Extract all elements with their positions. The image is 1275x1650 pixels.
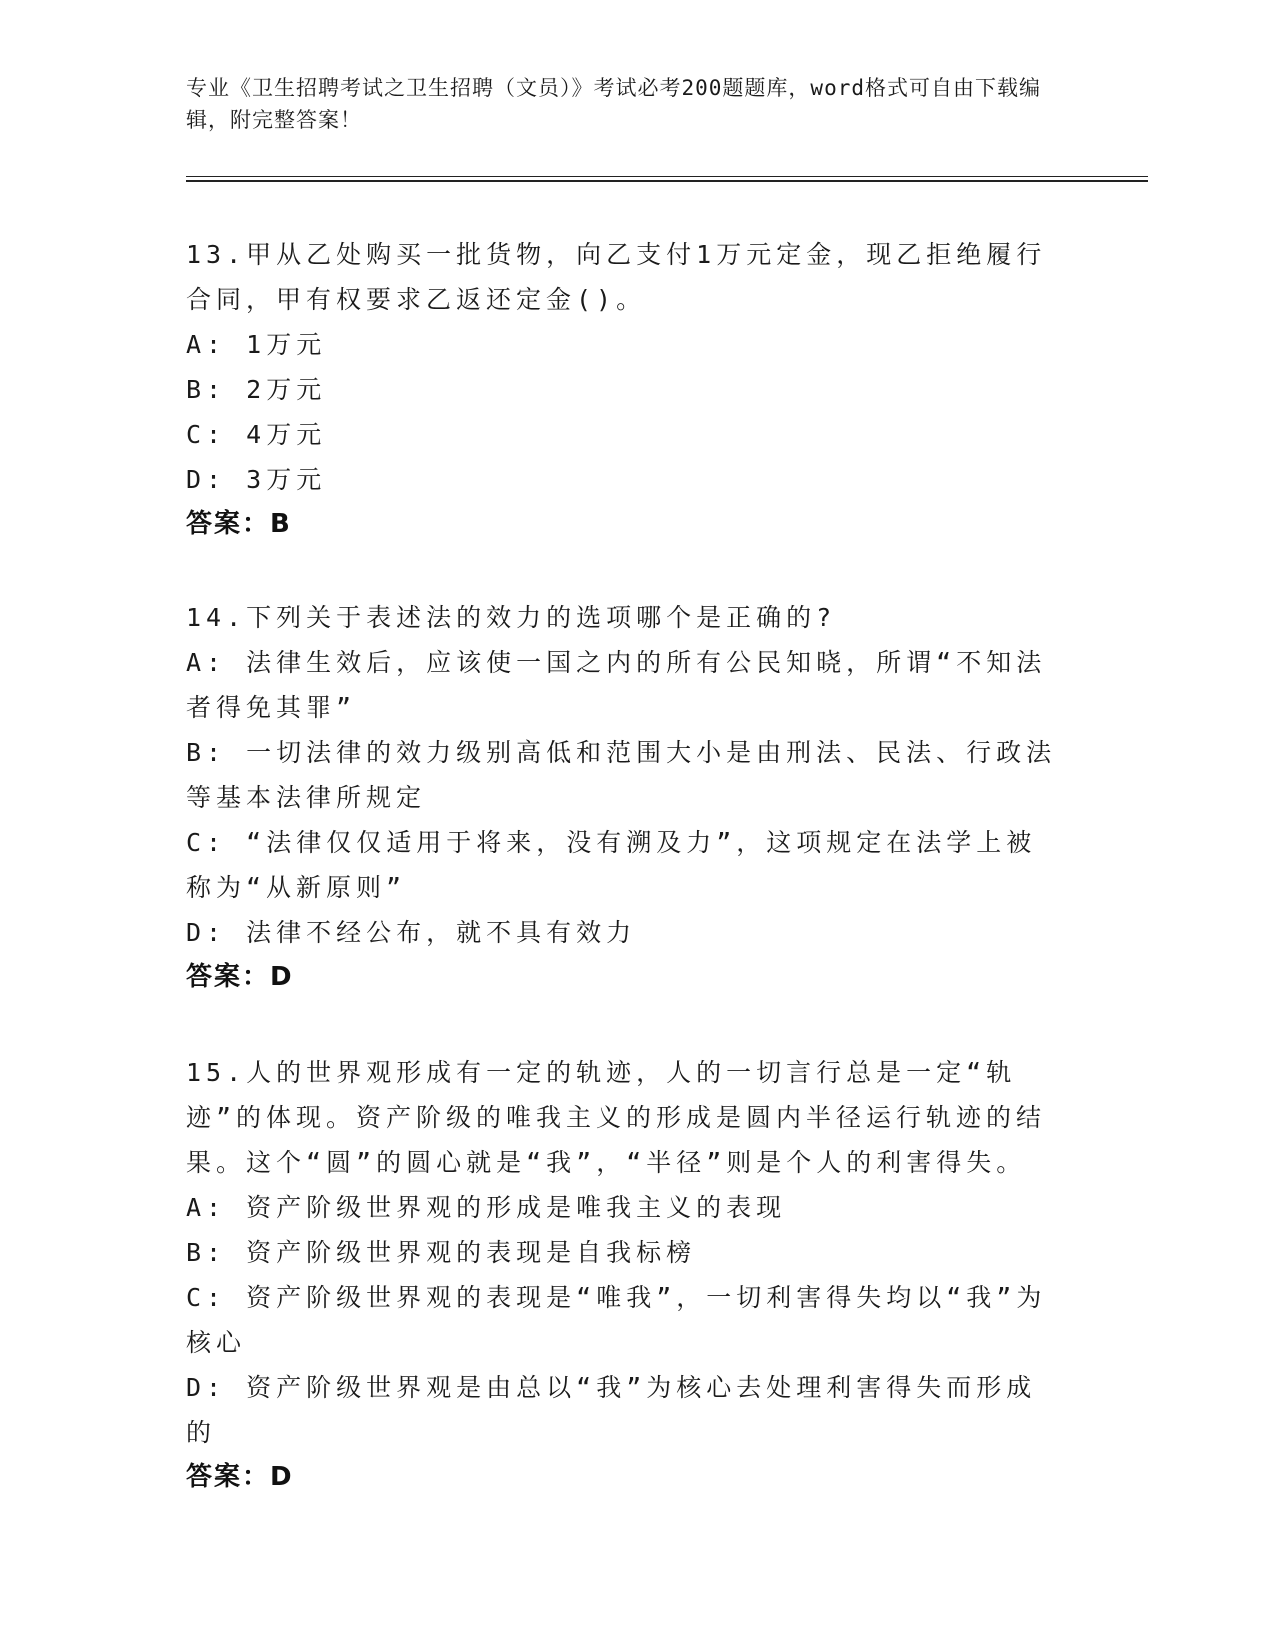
option-d: D: 法律不经公布，就不具有效力	[186, 918, 637, 947]
option-c: C: “法律仅仅适用于将来，没有溯及力”，这项规定在法学上被称为“从新原则”	[186, 828, 1037, 902]
question-14	[186, 595, 1066, 1000]
question-stem: 13.甲从乙处购买一批货物，向乙支付1万元定金，现乙拒绝履行合同，甲有权要求乙返还定金()。	[186, 240, 1047, 314]
option-c: C: 资产阶级世界观的表现是“唯我”，一切利害得失均以“我”为核心	[186, 1283, 1047, 1357]
question-13	[186, 232, 1066, 547]
header-divider-thick	[186, 180, 1148, 182]
option-d: D: 资产阶级世界观是由总以“我”为核心去处理利害得失而形成的	[186, 1373, 1037, 1447]
option-a: A: 法律生效后，应该使一国之内的所有公民知晓，所谓“不知法者得免其罪”	[186, 648, 1047, 722]
question-stem: 14.下列关于表述法的效力的选项哪个是正确的?	[186, 603, 837, 632]
answer-line: 答案：D	[186, 962, 294, 992]
question-15	[186, 1050, 1066, 1500]
header-divider-thin	[186, 176, 1148, 177]
option-c: C: 4万元	[186, 420, 327, 449]
answer-line: 答案：B	[186, 509, 292, 539]
option-b: B: 2万元	[186, 375, 327, 404]
document-header: 专业《卫生招聘考试之卫生招聘（文员）》考试必考200题题库，word格式可自由下载编辑，附完整答案！	[186, 76, 1041, 132]
option-d: D: 3万元	[186, 465, 327, 494]
answer-line: 答案：D	[186, 1462, 294, 1492]
question-stem: 15.人的世界观形成有一定的轨迹，人的一切言行总是一定“轨迹”的体现。资产阶级的唯我主义的形成是圆内半径运行轨迹的结果。这个“圆”的圆心就是“我”，“半径”则是个人的利害得失。	[186, 1058, 1047, 1177]
option-b: B: 一切法律的效力级别高低和范围大小是由刑法、民法、行政法等基本法律所规定	[186, 738, 1057, 812]
option-a: A: 资产阶级世界观的形成是唯我主义的表现	[186, 1193, 787, 1222]
option-a: A: 1万元	[186, 330, 327, 359]
option-b: B: 资产阶级世界观的表现是自我标榜	[186, 1238, 697, 1267]
